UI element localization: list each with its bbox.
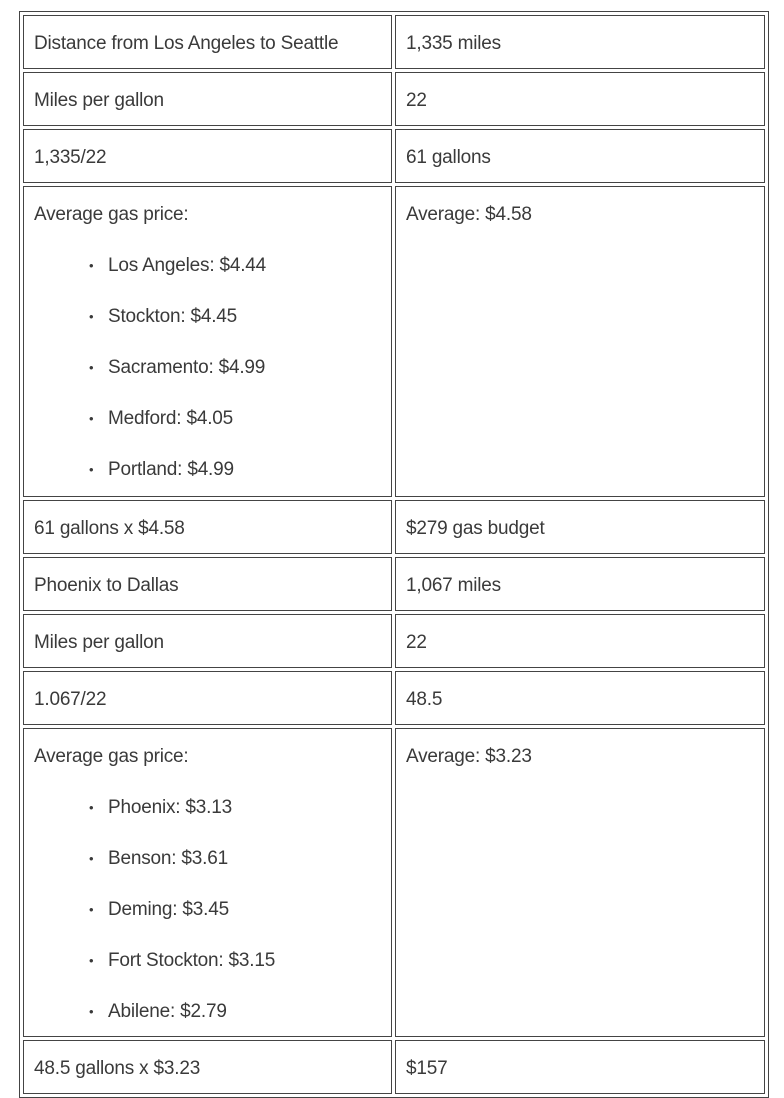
table-cell-label	[23, 186, 392, 497]
table-cell-label	[23, 557, 392, 611]
table-cell-value	[395, 614, 765, 668]
cell-text: 48.5	[406, 689, 443, 710]
table-row	[23, 728, 765, 1037]
cell-text: Miles per gallon	[34, 90, 164, 111]
table-cell-label	[23, 129, 392, 183]
cell-text: 22	[406, 632, 427, 653]
table-cell-value	[395, 72, 765, 126]
list-item: • Benson: $3.61	[34, 847, 381, 871]
table-row	[23, 671, 765, 725]
table-cell-value	[395, 500, 765, 554]
table-cell-value	[395, 1040, 765, 1094]
table-cell-value	[395, 129, 765, 183]
table-cell-label	[23, 614, 392, 668]
cell-text: $157	[406, 1058, 448, 1079]
table-row	[23, 186, 765, 497]
table-cell-label	[23, 500, 392, 554]
table-row	[23, 500, 765, 554]
gas-budget-table	[19, 11, 769, 1098]
table-cell-label	[23, 728, 392, 1037]
cell-text: 1.067/22	[34, 689, 107, 710]
table-row	[23, 614, 765, 668]
table-cell-label	[23, 1040, 392, 1094]
cell-text: 61 gallons	[406, 147, 491, 168]
cell-text: 1,335 miles	[406, 33, 501, 54]
table-row	[23, 1040, 765, 1094]
cell-text: Phoenix to Dallas	[34, 575, 179, 596]
cell-text: Miles per gallon	[34, 632, 164, 653]
cell-text: Average: $4.58	[406, 204, 532, 225]
table-cell-label	[23, 72, 392, 126]
table-cell-value	[395, 557, 765, 611]
list-item: • Los Angeles: $4.44	[34, 254, 381, 278]
list-item: • Deming: $3.45	[34, 898, 381, 922]
list-item: • Sacramento: $4.99	[34, 356, 381, 380]
table-cell-label	[23, 671, 392, 725]
table-cell-value	[395, 186, 765, 497]
table-cell-label	[23, 15, 392, 69]
list-item: • Stockton: $4.45	[34, 305, 381, 329]
gas-price-list	[34, 796, 381, 1024]
table-row	[23, 72, 765, 126]
cell-text: Average: $3.23	[406, 746, 532, 767]
cell-text: 61 gallons x $4.58	[34, 518, 185, 539]
table-cell-value	[395, 671, 765, 725]
cell-text: Distance from Los Angeles to Seattle	[34, 33, 339, 54]
gas-price-list	[34, 254, 381, 482]
gas-budget-table-container	[19, 11, 767, 1098]
cell-text: 1,335/22	[34, 147, 107, 168]
cell-text: Average gas price:	[34, 746, 189, 767]
list-item: • Fort Stockton: $3.15	[34, 949, 381, 973]
list-item: • Abilene: $2.79	[34, 1000, 381, 1024]
cell-text: 48.5 gallons x $3.23	[34, 1058, 201, 1079]
list-item: • Medford: $4.05	[34, 407, 381, 431]
table-cell-value	[395, 728, 765, 1037]
table-row	[23, 15, 765, 69]
cell-text: Average gas price:	[34, 204, 189, 225]
table-row	[23, 129, 765, 183]
table-cell-value	[395, 15, 765, 69]
cell-text: 22	[406, 90, 427, 111]
list-item: • Phoenix: $3.13	[34, 796, 381, 820]
table-row	[23, 557, 765, 611]
cell-text: 1,067 miles	[406, 575, 501, 596]
cell-text: $279 gas budget	[406, 518, 545, 539]
list-item: • Portland: $4.99	[34, 458, 381, 482]
